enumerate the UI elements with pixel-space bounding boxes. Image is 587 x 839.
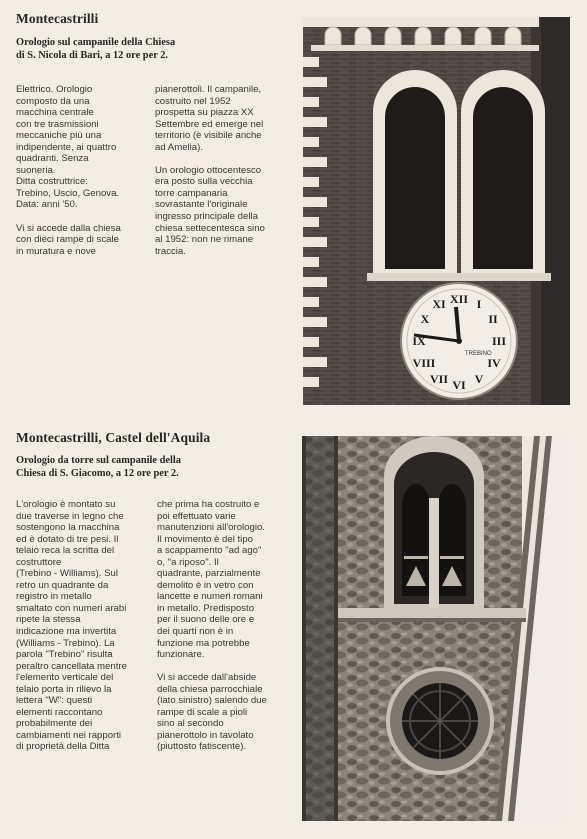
svg-text:VII: VII xyxy=(429,372,449,386)
section1-title: Montecastrilli xyxy=(16,11,99,26)
section1-column-right: pianerottoli. Il campanile, costruito nel 1952 prospetta su piazza XX Settembre ed emerge nel territorio (è visibile anche ad Amelia). Un orologio ottocentesco era posto sulla vecchia torre campanaria sovrastante l'originale ingresso principale della chiesa settecentesca sino al 1952: non ne rimane traccia. xyxy=(155,84,265,257)
section2-subtitle-line2: Chiesa di S. Giacomo, a 12 ore per 2. xyxy=(16,467,179,479)
section1-subtitle xyxy=(16,37,296,62)
svg-text:XII: XII xyxy=(449,292,469,306)
section2-subtitle xyxy=(16,455,296,480)
photo-bell-tower-san-nicola xyxy=(303,17,570,405)
section1-subtitle-line1: Orologio sul campanile della Chiesa xyxy=(16,37,176,48)
svg-text:IV: IV xyxy=(487,356,501,370)
svg-text:XI: XI xyxy=(432,297,446,311)
photo-bell-tower-san-giacomo xyxy=(302,436,570,821)
svg-text:VI: VI xyxy=(452,378,466,392)
section1-subtitle-line2: di S. Nicola di Bari, a 12 ore per 2. xyxy=(16,49,169,61)
clock-maker-label: TREBINO xyxy=(465,351,492,357)
section2-column-left: L'orologio è montato su due traverse in legno che sostengono la macchina ed è dotato di tre pesi. Il telaio reca la scritta del costruttore (Trebino - Williams). Sul retro un quadrante da registro in metallo smaltato con numeri arabi ripete la stessa indicazione ma invertita (Williams - Trebino). La parola "Trebino" risulta peraltro cancellata mentre l'elemento verticale del telaio porta in rilievo la lettera "W": questi elementi raccontano probabilmente dei cambiamenti nei rapporti di proprietà della Ditta xyxy=(16,499,127,753)
section1-column-left: Elettrico. Orologio composto da una macchina centrale con tre trasmissioni meccaniche più una indipendente, ai quattro quadranti. Senza suoneria. Ditta costruttrice: Trebino, Uscio, Genova. Data: anni '50. Vi si accede dalla chiesa con dieci rampe di scale in muratura e nove xyxy=(16,84,121,257)
section2-subtitle-line1: Orologio da torre sul campanile della xyxy=(16,455,181,466)
svg-text:IX: IX xyxy=(412,334,426,348)
svg-text:X: X xyxy=(420,312,430,326)
svg-text:II: II xyxy=(488,312,498,326)
svg-text:VIII: VIII xyxy=(412,356,436,370)
section2-column-right: che prima ha costruito e poi effettuato varie manutenzioni all'orologio. Il movimento è del tipo a scappamento "ad ago" o, "a riposo". Il quadrante, parzialmente demolito è in vetro con lancette e numeri romani in metallo. Predisposto per il suono delle ore e dei quarti non è in funzione ma potrebbe funzionare. Vi si accede dall'abside della chiesa parrocchiale (lato sinistro) salendo due rampe di scale a pioli sino al secondo pianerottolo in tavolato (piuttosto fatiscente). xyxy=(157,499,267,753)
svg-text:V: V xyxy=(474,372,484,386)
svg-text:I: I xyxy=(476,297,482,311)
svg-text:III: III xyxy=(491,334,507,348)
section2-title: Montecastrilli, Castel dell'Aquila xyxy=(16,430,211,445)
